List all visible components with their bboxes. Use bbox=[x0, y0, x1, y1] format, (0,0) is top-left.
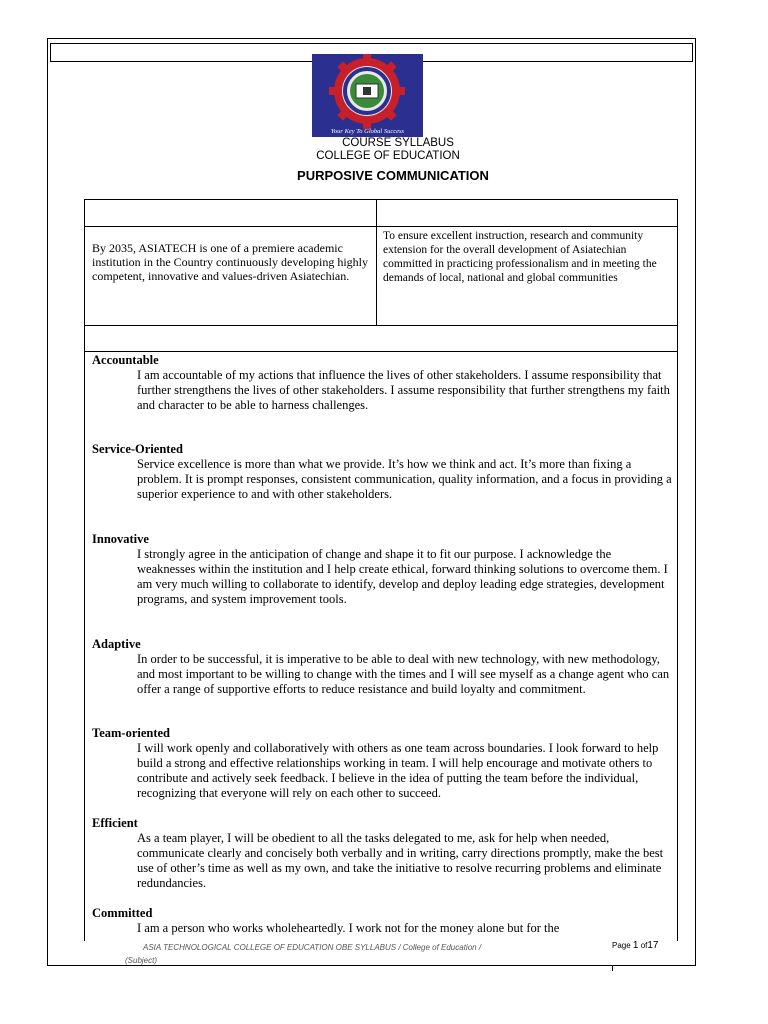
footer-subject: (Subject) bbox=[125, 956, 158, 965]
value-title: Accountable bbox=[92, 353, 159, 367]
value-text: As a team player, I will be obedient to all the tasks delegated to me, ask for help when needed, communicate clearly and concisely both verbally and in writing, carry directions promptly, make the best use of other’s time as well as my own, and take the initiative to resolve recurring problems and eliminate redundancies. bbox=[137, 831, 664, 890]
value-text: Service excellence is more than what we provide. It’s how we think and act. It’s more than fixing a problem. It is prompt responses, consistent communication, quality information, and a focus in providing a superior experience to and with other stakeholders. bbox=[137, 457, 672, 501]
value-title: Service-Oriented bbox=[92, 442, 183, 456]
value-block bbox=[92, 353, 672, 413]
page-tick-mark bbox=[612, 965, 613, 971]
logo-tagline: Your Key To Global Success bbox=[330, 128, 405, 135]
value-block bbox=[92, 637, 672, 697]
college-heading: COLLEGE OF EDUCATION bbox=[316, 150, 460, 162]
value-block bbox=[92, 532, 672, 607]
value-title: Team-oriented bbox=[92, 726, 170, 740]
page-total: 17 bbox=[647, 940, 659, 951]
footer-line: ASIA TECHNOLOGICAL COLLEGE OF EDUCATION OBE SYLLABUS / College of Education / bbox=[143, 943, 482, 952]
value-title: Efficient bbox=[92, 816, 138, 830]
value-title: Adaptive bbox=[92, 637, 141, 651]
course-title: PURPOSIVE COMMUNICATION bbox=[297, 168, 489, 183]
value-title: Innovative bbox=[92, 532, 149, 546]
footer-text bbox=[125, 941, 545, 967]
value-block bbox=[92, 442, 672, 502]
value-title: Committed bbox=[92, 906, 153, 920]
value-text: I am a person who works wholeheartedly. I work not for the money alone but for the bbox=[137, 921, 560, 935]
vision-mission-table bbox=[84, 199, 678, 352]
mission-text: To ensure excellent instruction, research and community extension for the overall development of Asiatechian committed in practicing professionalism and in meeting the demands of local, national and global communities bbox=[383, 230, 657, 284]
value-block bbox=[92, 726, 672, 801]
vision-text: By 2035, ASIATECH is one of a premiere academic institution in the Country continuously developing highly competent, innovative and values-driven Asiatechian. bbox=[92, 241, 368, 283]
value-text: In order to be successful, it is imperative to be able to deal with new technology, with new methodology, and most important to be willing to change with the times and I will see myself as a change agent who can offer a range of supportive efforts to reduce resistance and build loyalty and commitment. bbox=[137, 652, 670, 696]
syllabus-heading: COURSE SYLLABUS bbox=[342, 137, 454, 149]
value-block bbox=[92, 906, 672, 936]
value-text: I strongly agree in the anticipation of change and shape it to fit our purpose. I acknowledge the weaknesses within the institution and I help create ethical, forward thinking solutions to overcome them. I am very much willing to collaborate to identify, develop and deploy leading edge strategies, development programs, and system improvement tools. bbox=[137, 547, 668, 606]
page-current: 1 bbox=[632, 940, 639, 951]
value-text: I am accountable of my actions that influence the lives of other stakeholders. I assume responsibility that further strengthens the lives of other stakeholders. I assume responsibility that further strengthens my faith and character to be able to harness challenges. bbox=[137, 368, 670, 412]
school-logo bbox=[312, 54, 423, 137]
page-number: Page 1 of17 bbox=[612, 940, 659, 951]
value-text: I will work openly and collaboratively with others as one team across boundaries. I look forward to help build a strong and effective relationships working in team. I will help encourage and motivate others to contribute and actively seek feedback. I believe in the idea of putting the team before the individual, recognizing that everyone will rely on each other to succeed. bbox=[137, 741, 659, 800]
core-values-section bbox=[84, 351, 678, 941]
value-block bbox=[92, 816, 672, 891]
